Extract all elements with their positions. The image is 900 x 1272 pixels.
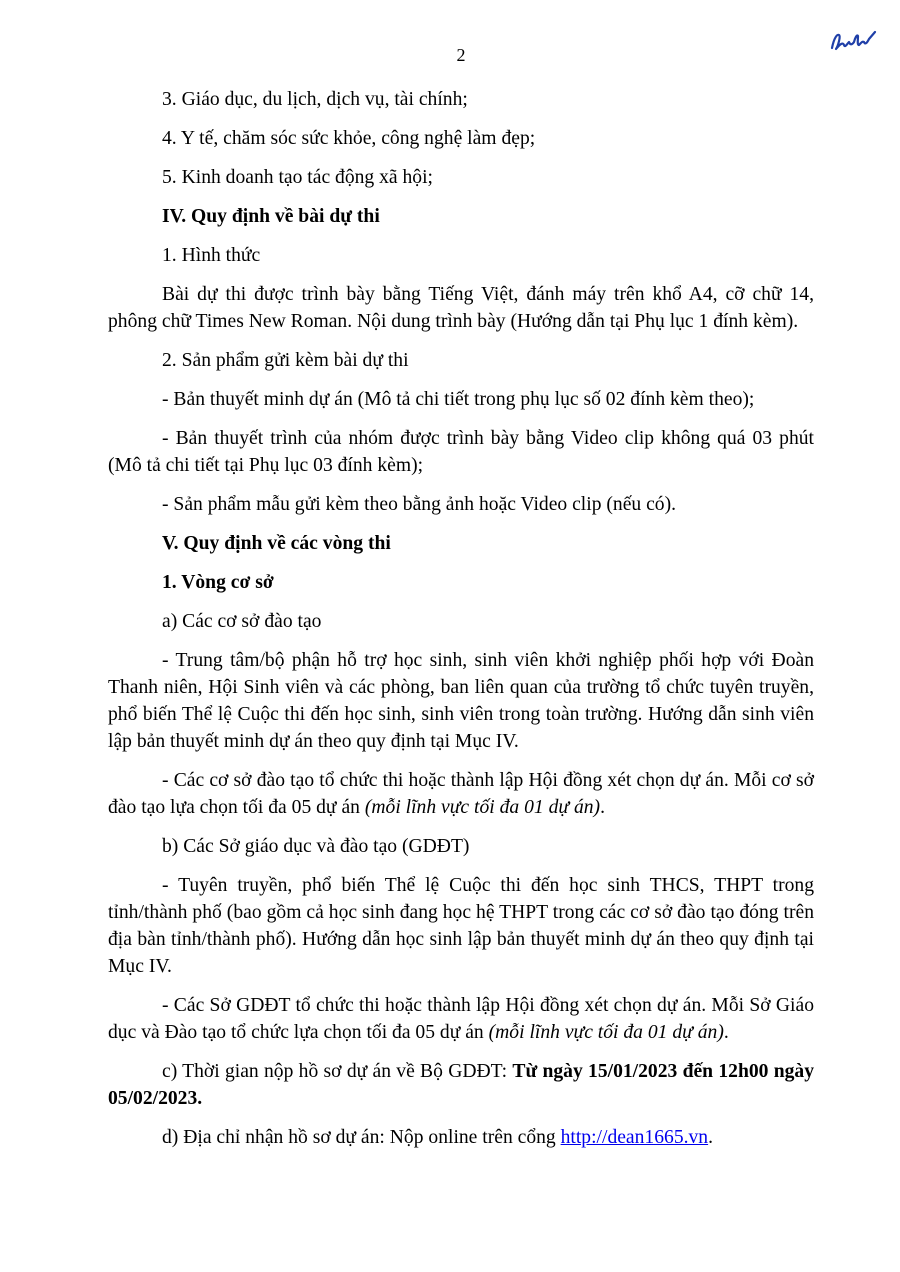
- paragraph-tail: .: [708, 1127, 714, 1148]
- paragraph-departments-2: [108, 992, 814, 1046]
- paragraph-address: [108, 1124, 814, 1151]
- subheading-training-institutions: a) Các cơ sở đào tạo: [162, 611, 322, 632]
- paragraph-text: - Các Sở GDĐT tổ chức thi hoặc thành lập Hội đồng xét chọn dự án. Mỗi Sở Giáo dục và Đào tạo tổ chức lựa chọn tối đa 05 dự án: [108, 995, 814, 1043]
- paragraph-institutions-1: - Trung tâm/bộ phận hỗ trợ học sinh, sinh viên khởi nghiệp phối hợp với Đoàn Thanh niên, Hội Sinh viên và các phòng, ban liên quan của trường tổ chức tuyên truyền, phổ biến Thể lệ Cuộc thi đến học sinh, sinh viên trong toàn trường. Hướng dẫn sinh viên lập bản thuyết minh dự án theo quy định tại Mục IV.: [108, 650, 814, 752]
- paragraph-institutions-2: [108, 767, 814, 821]
- heading-section-v: V. Quy định về các vòng thi: [162, 533, 391, 554]
- paragraph-text: d) Địa chỉ nhận hồ sơ dự án: Nộp online trên cổng: [162, 1127, 561, 1148]
- subheading-products: 2. Sản phẩm gửi kèm bài dự thi: [162, 350, 409, 371]
- subheading-format: 1. Hình thức: [162, 245, 261, 266]
- paragraph-text: c) Thời gian nộp hồ sơ dự án về Bộ GDĐT:: [162, 1061, 513, 1082]
- heading-section-iv: IV. Quy định về bài dự thi: [162, 206, 380, 227]
- paragraph-deadline: [108, 1058, 814, 1112]
- paragraph-field-3: 3. Giáo dục, du lịch, dịch vụ, tài chính;: [162, 89, 468, 110]
- paragraph-text: - Các cơ sở đào tạo tổ chức thi hoặc thành lập Hội đồng xét chọn dự án. Mỗi cơ sở đào tạo lựa chọn tối đa 05 dự án: [108, 770, 814, 818]
- subheading-base-round: 1. Vòng cơ sở: [162, 572, 274, 593]
- paragraph-tail: .: [600, 797, 605, 818]
- subheading-departments: b) Các Sở giáo dục và đào tạo (GDĐT): [162, 836, 470, 857]
- italic-note: (mỗi lĩnh vực tối đa 01 dự án): [364, 797, 601, 818]
- document-body: [108, 86, 814, 1163]
- paragraph-products-1: - Bản thuyết minh dự án (Mô tả chi tiết trong phụ lục số 02 đính kèm theo);: [162, 389, 755, 410]
- paragraph-departments-1: - Tuyên truyền, phổ biến Thể lệ Cuộc thi đến học sinh THCS, THPT trong tỉnh/thành phố (bao gồm cả học sinh đang học hệ THPT trong các cơ sở đào tạo đóng trên địa bàn tỉnh/thành phố). Hướng dẫn học sinh lập bản thuyết minh dự án theo quy định tại Mục IV.: [108, 875, 814, 977]
- paragraph-field-5: 5. Kinh doanh tạo tác động xã hội;: [162, 167, 433, 188]
- paragraph-products-2: - Bản thuyết trình của nhóm được trình bày bằng Video clip không quá 03 phút (Mô tả chi tiết tại Phụ lục 03 đính kèm);: [108, 428, 814, 476]
- signature-image: [828, 26, 878, 56]
- paragraph-field-4: 4. Y tế, chăm sóc sức khỏe, công nghệ làm đẹp;: [162, 128, 536, 149]
- paragraph-format: Bài dự thi được trình bày bằng Tiếng Việt, đánh máy trên khổ A4, cỡ chữ 14, phông chữ Times New Roman. Nội dung trình bày (Hướng dẫn tại Phụ lục 1 đính kèm).: [108, 284, 814, 332]
- page-number: 2: [456, 45, 466, 65]
- paragraph-tail: .: [723, 1022, 729, 1043]
- deadline-bold: Từ ngày 15/01/2023 đến 12h00 ngày 05/02/2023.: [108, 1061, 815, 1109]
- submission-link[interactable]: http://dean1665.vn: [560, 1127, 709, 1148]
- paragraph-products-3: - Sản phẩm mẫu gửi kèm theo bằng ảnh hoặc Video clip (nếu có).: [162, 494, 677, 515]
- italic-note: (mỗi lĩnh vực tối đa 01 dự án): [488, 1022, 724, 1043]
